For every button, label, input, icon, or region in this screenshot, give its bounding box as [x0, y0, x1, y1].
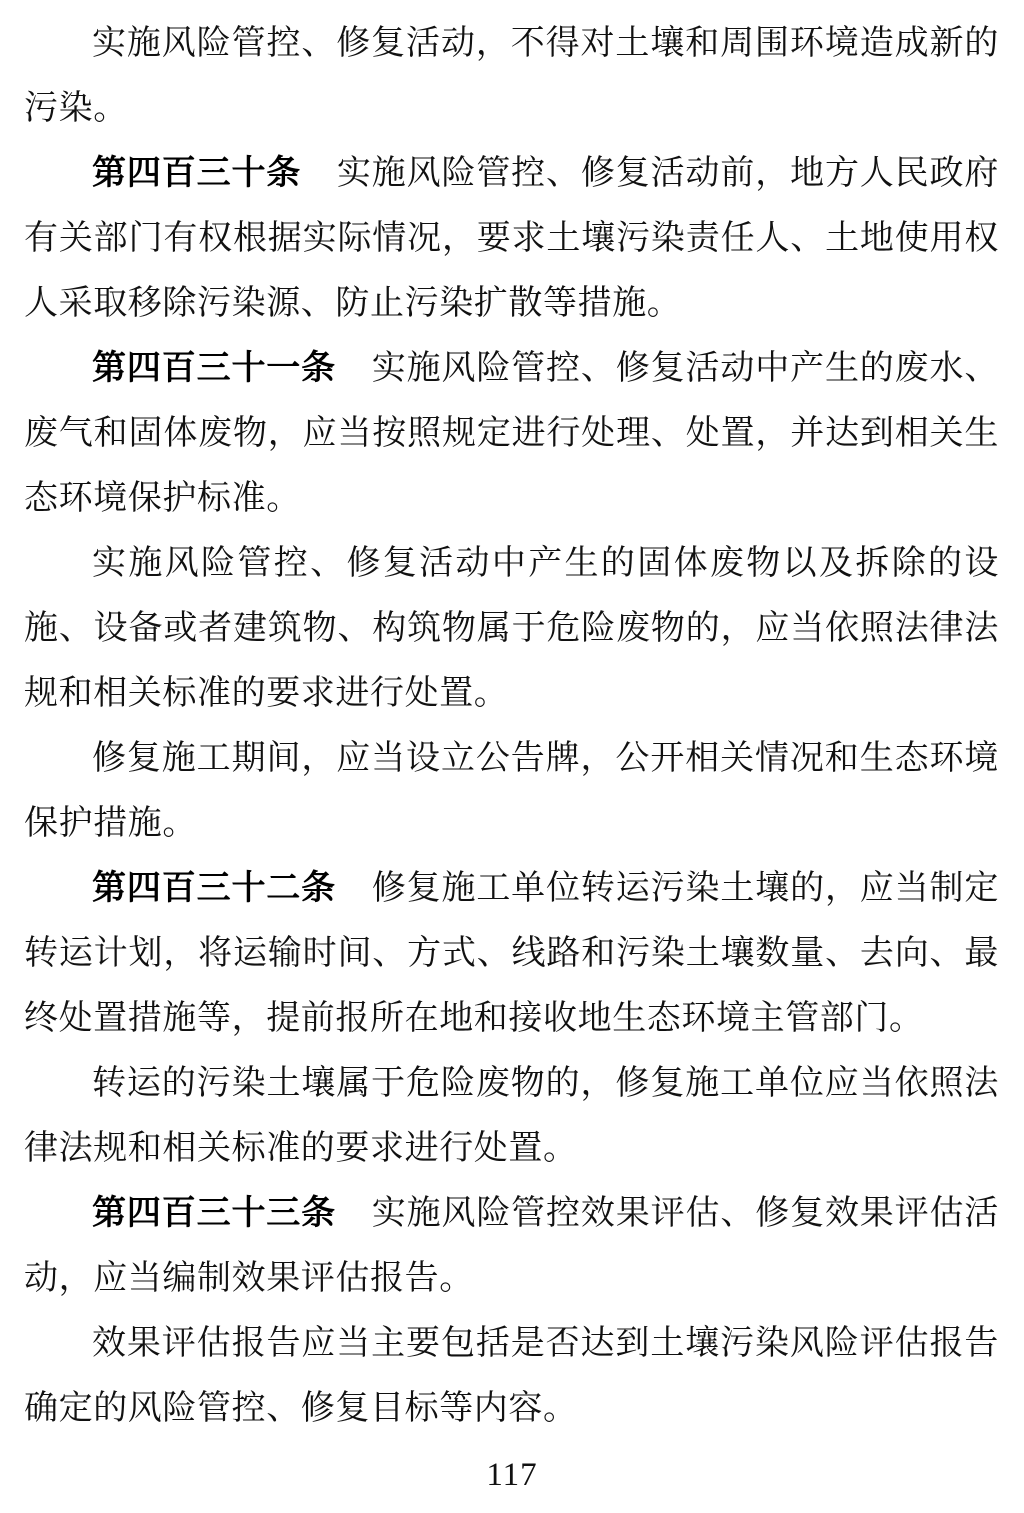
paragraph-text: 实施风险管控效果评估、修复效果评估活动，应当编制效果评估报告。 [24, 1195, 999, 1297]
paragraph-text: 修复施工期间，应当设立公告牌，公开相关情况和生态环境保护措施。 [24, 740, 999, 842]
paragraph-text: 实施风险管控、修复活动，不得对土壤和周围环境造成新的污染。 [24, 25, 999, 127]
paragraph-text: 修复施工单位转运污染土壤的，应当制定转运计划，将运输时间、方式、线路和污染土壤数量、去向、最终处置措施等，提前报所在地和接收地生态环境主管部门。 [24, 870, 999, 1037]
paragraph [24, 1051, 999, 1181]
paragraph-article-431 [24, 336, 999, 531]
article-number: 第四百三十三条 [92, 1194, 337, 1232]
paragraph-article-433 [24, 1181, 999, 1311]
paragraph [24, 531, 999, 726]
paragraph-text: 实施风险管控、修复活动前，地方人民政府有关部门有权根据实际情况，要求土壤污染责任人、土地使用权人采取移除污染源、防止污染扩散等措施。 [24, 155, 999, 322]
page-number: 117 [486, 1457, 538, 1493]
paragraph [24, 726, 999, 856]
paragraph-text: 实施风险管控、修复活动中产生的废水、废气和固体废物，应当按照规定进行处理、处置，并达到相关生态环境保护标准。 [24, 350, 999, 517]
paragraph [24, 11, 999, 141]
article-number: 第四百三十一条 [92, 349, 337, 387]
article-number: 第四百三十条 [92, 154, 302, 192]
article-number: 第四百三十二条 [92, 869, 337, 907]
paragraph-text: 效果评估报告应当主要包括是否达到土壤污染风险评估报告确定的风险管控、修复目标等内容。 [24, 1325, 999, 1427]
paragraph-article-430 [24, 141, 999, 336]
paragraph-text: 转运的污染土壤属于危险废物的，修复施工单位应当依照法律法规和相关标准的要求进行处置。 [24, 1065, 999, 1167]
paragraph [24, 1311, 999, 1441]
paragraph-text: 实施风险管控、修复活动中产生的固体废物以及拆除的设施、设备或者建筑物、构筑物属于危险废物的，应当依照法律法规和相关标准的要求进行处置。 [24, 545, 999, 712]
paragraph-article-432 [24, 856, 999, 1051]
